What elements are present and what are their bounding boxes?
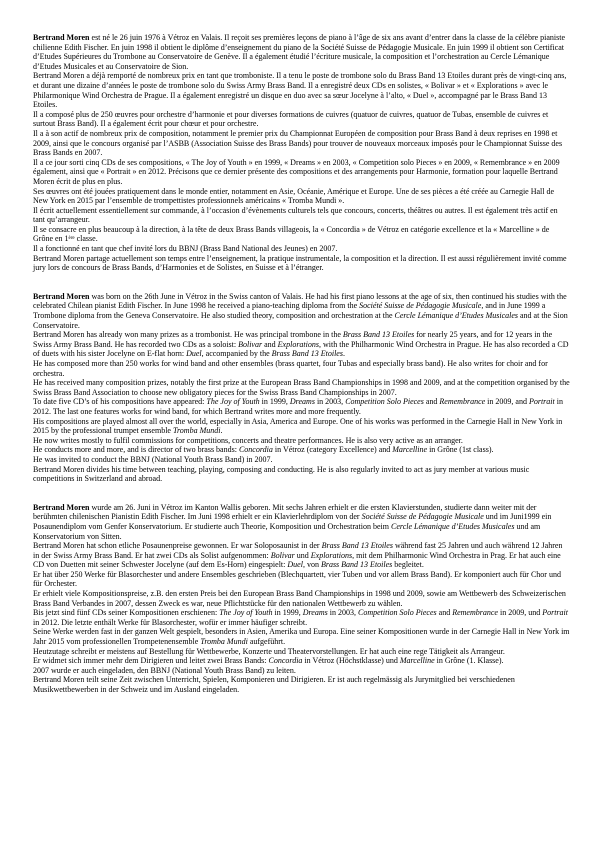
paragraph [33,359,570,378]
italic-text-run: Brass Band 13 Etoiles [271,349,343,359]
text-run: His compositions are played almost all over the world, especially in Asia, America and Europe. One of his works was performed in the Carnegie Hall in New York in 2015 by the professional trumpet ensemble [33,416,563,436]
paragraph [33,244,570,254]
text-run: . [342,349,345,359]
italic-text-run: Société Suisse de Pédagogie Musicale [361,512,484,522]
paragraph [33,33,570,71]
paragraph [33,187,570,206]
paragraph [33,675,570,694]
text-run: in Vétroz (category Excellence) and [272,445,393,455]
text-run: , von [302,560,321,570]
italic-text-run: Bolivar [238,339,263,349]
text-run: Bertrand Moren teilt seine Zeit zwischen Unterricht, Spielen, Komponieren und Dirigieren. Er ist auch regelmässig als Jurymitglied bei verschiedenen Musikwettbewerben in der Schweiz und im Ausland eingeladen. [33,675,515,694]
text-run: wurde am 26. Juni in Vétroz im Kanton Wallis geboren. Mit sechs Jahren erhielt er die ersten Klavierstunden, studierte dann weiter mit der berühmten chilenischen Pianistin Edith Fischer. Im Juni 1998 erhielt er ein Klavierlehrdiplom von der [33,502,537,522]
italic-text-run: The Joy of Youth [206,397,260,407]
text-run: was born on the 26th June in Vétroz in the Swiss canton of Valais. He had his first piano lessons at the age of six, then continued his studies with the celebrated Chilean pianist Edith Fischer. In June 1998 he received a piano-teaching diploma from the [33,291,567,311]
text-run: Er hat über 250 Werke für Blasorchester und andere Ensembles geschrieben (Blechquartett, vier Tuben und vor allem Brass Band). Er komponiert auch für Chor und für Orchester. [33,569,561,589]
paragraph [33,465,570,484]
italic-text-run: Duel [287,560,303,570]
text-run: Bertrand Moren divides his time between teaching, playing, composing and conducting. He is also regularly invited to act as jury member at various music competitions in Switzerland and abroad. [33,464,530,484]
text-run: , mit dem Philharmonic Wind Orchestra in Prag. Er hat auch eine CD von Duetten mit seiner Schwester Jocelyne (auf dem Es-Horn) eingespielt: [33,550,561,570]
italic-text-run: Duel [186,349,202,359]
italic-text-run: Bolivar [270,550,295,560]
text-run: Heutzutage schreibt er meistens auf Bestellung für Wettbewerbe, Konzerte und Theatervorstellungen. Er hat auch eine rege Tätigkeit als Arrangeur. [33,646,505,656]
paragraph [33,627,570,646]
italic-text-run: Cercle Lémanique d’Etudes Musicales [394,311,518,321]
paragraph [33,110,570,129]
paragraph [33,589,570,608]
italic-text-run: The Joy of Youth [219,608,273,618]
text-run: He was invited to conduct the BBNJ (National Youth Brass Band) in 2007. [33,454,273,464]
text-run: in 2003, [314,397,346,407]
text-run: aufgeführt. [247,637,286,647]
text-run: To date five CD’s of his compositions have appeared: [33,397,207,407]
text-run: Bertrand Moren partage actuellement son temps entre l’enseignement, la pratique instrumentale, la composition et la direction. Il est aussi régulièrement invité comme jury lors de concours de Brass Bands, d’Harmonies et de Solistes, en Suisse et à l’étranger. [33,253,567,273]
text-run: He has received many composition prizes, notably the first prize at the European Brass Band Championships in 1998 and 2009, and at the competition organised by the Swiss Brass Band Association to choose new obligatory pieces for the Swiss Brass Band Championships in 2007. [33,378,570,397]
text-run: and [262,339,278,349]
text-run: in Grône (1. Klasse). [434,656,504,666]
text-run: in Vétroz (Höchstklasse) und [302,656,400,666]
italic-text-run: Explorations [310,550,353,560]
text-run: Seine Werke werden fast in der ganzen Welt gespielt, besonders in Asien, Amerika und Europa. Eine seiner Kompositionen wurde in der Carnegie Hall in New York im Jahr 2015 vom professionellen Trompetenensemble [33,627,570,647]
paragraph [33,445,570,455]
text-run: in 2009, and [485,397,529,407]
paragraph [33,225,570,244]
italic-text-run: Cercle Lémanique d’Etudes Musicales [391,521,515,531]
italic-text-run: Explorations [277,339,319,349]
section-english-bio [33,292,570,484]
text-run: Il écrit actuellement essentiellement sur commande, à l’occasion d’évènements culturels tels que concours, concerts, théâtres ou autres. Il est également très actif en tant qu’arrangeur. [33,205,558,225]
text-run: in 2012. The last one features works for wind band, for which Bertrand writes more and more frequently. [33,397,563,416]
paragraph [33,541,570,570]
italic-text-run: Remembrance [452,608,498,618]
italic-text-run: Marcelline [399,656,435,666]
text-run: Ses œuvres ont été jouées pratiquement dans le monde entier, notamment en Asie, Océanie, Amérique et Europe. Une de ses pièces a été créée au Carnegie Hall de New York en 2015 par l’ensemble de trompettistes professionnels américains « Tromba Mundi ». [33,186,555,206]
paragraph [33,436,570,446]
italic-text-run: Brass Band 13 Etoiles [321,541,393,551]
text-run: . [220,426,223,436]
italic-text-run: Tromba Mundi [200,637,248,647]
paragraph [33,503,570,541]
text-run: Bertrand Moren has already won many prizes as a trombonist. He was principal trombone in the [33,330,343,340]
italic-text-run: Société Suisse de Pédagogie Musicale [359,301,482,311]
italic-text-run: Portrait [528,397,555,407]
text-run: and at the Sion Conservatoire. [33,311,568,330]
paragraph [33,254,570,273]
text-run: for nearly 25 years, and for 12 years in the Swiss Army Brass Band. He has recorded two CDs as a soloist: [33,330,553,349]
text-run: He now writes mostly to fulfil commissions for competitions, concerts and theatre performances. He is also very active as an arranger. [33,435,463,445]
italic-text-run: Brass Band 13 Etoiles [342,330,415,340]
italic-text-run: Tromba Mundi [172,426,221,436]
text-run: Bertrand Moren a déjà remporté de nombreux prix en tant que tromboniste. Il a tenu le poste de trombone solo du Brass Band 13 Etoiles durant près de vingt-cinq ans, et durant une dizaine d’années le poste de trombone solo du Swiss Army Brass Band. Il a enregistré deux CDs en solistes, « Bolivar » et « Explorations » avec le Philarmonique Wind Orchestra de Prague. Il a également enregistré un disque en duo avec sa sœur Jocelyne à l’alto, « Duel », accompagné par le Brass Band 13 Etoiles. [33,71,567,110]
paragraph [33,158,570,187]
section-german-bio [33,503,570,695]
text-run: 2007 wurde er auch eingeladen, den BBNJ (National Youth Brass Band) zu leiten. [33,665,296,675]
text-run: Il a ce jour sorti cinq CDs de ses compositions, « The Joy of Youth » en 1999, « Dreams » en 2003, « Competition solo Pieces » en 2009, « Remembrance » en 2009 également, ainsi que « Portrait » en 2012. Précisons que ce dernier présente des compositions et des arrangements pour Harmonie, formation pour laquelle Bertrand Moren écrit de plus en plus. [33,157,560,186]
paragraph [33,417,570,436]
text-run: He conducts more and more, and is director of two brass bands: [33,445,239,455]
text-run: Il a à son actif de nombreux prix de composition, notamment le premier prix du Championnat Européen de composition pour Brass Band à deux reprises en 1998 et 2009, ainsi que le concours organisé par l’ASBB (Association Suisse des Brass Bands) pour trouver de nouveaux morceaux imposés pour le Championnat Suisse des Brass Bands en 2007. [33,128,563,158]
paragraph [33,397,570,416]
text-run: , accompanied by the [201,349,272,359]
italic-text-run: Competition Solo Pieces [357,608,437,618]
italic-text-run: Portrait [542,608,568,618]
text-run: in 1999, [259,397,290,407]
bold-text-run: Bertrand Moren [33,291,90,301]
paragraph [33,378,570,397]
italic-text-run: Dreams [302,608,328,618]
section-french-bio [33,33,570,273]
italic-text-run: Remembrance [439,397,486,407]
bold-text-run: Bertrand Moren [33,502,90,512]
text-run: classe. [74,234,98,244]
italic-text-run: Brass Band 13 Etoiles [320,560,393,570]
text-run: und im Juni1999 ein Posaunendiplom vom Genfer Konservatorium. Er studierte auch Theorie, Komposition und Orchestration beim [33,512,552,531]
italic-text-run: Competition Solo Pieces [345,397,424,407]
text-run: in Grône (1st class). [427,445,494,455]
text-run: in 2012. Die letzte enthält Werke für Blasorchester, wofür er immer häufiger schreibt. [33,617,308,627]
text-run: Il a fonctionné en tant que chef invité lors du BBNJ (Brass Band National des Jeunes) en 2007. [33,244,338,254]
paragraph [33,647,570,657]
text-run: Er erhielt viele Kompositionspreise, z.B. den ersten Preis bei den European Brass Band Championships in 1998 und 2009, sowie am Wettbewerb des Schweizerischen Brass Band Verbandes in 2007, dessen Zweck es war, neue Pflichtstücke für den nationalen Wettbewerb zu wählen. [33,589,566,608]
text-run: Il a composé plus de 250 œuvres pour orchestre d’harmonie et pour diverses formations de cuivres (quatuor de cuivres, quatuor de Tubas, ensemble de cuivres et surtout Brass Band). Il a également écrit pour chœur et pour orchestre. [33,109,549,129]
text-run: Bis jetzt sind fünf CDs seiner Kompositionen erschienen: [33,608,220,618]
bold-text-run: Bertrand Moren [33,33,90,42]
text-run: und [294,550,311,560]
paragraph [33,206,570,225]
italic-text-run: Concordia [238,445,273,455]
superscript-text-run: ère [68,236,75,242]
text-run: in 2009, und [497,608,543,618]
italic-text-run: Dreams [289,397,315,407]
paragraph [33,666,570,676]
text-run: Bertrand Moren hat schon etliche Posaunenpreise gewonnen. Er war Soloposaunist in der [33,541,322,551]
bio-document [33,33,570,695]
italic-text-run: Marcelline [392,445,428,455]
paragraph [33,570,570,589]
paragraph [33,292,570,330]
italic-text-run: Concordia [268,656,303,666]
text-run: in 1999, [272,608,303,618]
paragraph [33,330,570,359]
text-run: and [423,397,440,407]
text-run: and [436,608,453,618]
text-run: , and in June 1999 a Trombone diploma from the Geneva Conservatoire. He also studied theory, composition and orchestration at the [33,301,546,321]
paragraph [33,656,570,666]
text-run: He has composed more than 250 works for wind band and other ensembles (brass quartet, four Tubas and especially brass band). He also writes for choir and for orchestra. [33,359,548,378]
text-run: Il se consacre en plus beaucoup à la direction, à la tête de deux Brass Bands villageois, la « Concordia » de Vétroz en catégorie excellence et la « Marcelline » de Grône en 1 [33,224,550,244]
text-run: begleitet. [392,560,424,570]
text-run: und am Konservatorium von Sitten. [33,521,541,541]
text-run: , with the Philharmonic Wind Orchestra in Prague. He has also recorded a CD of duets with his sister Jocelyne on E-flat horn: [33,339,569,359]
paragraph [33,129,570,158]
text-run: Er widmet sich immer mehr dem Dirigieren und leitet zwei Brass Bands: [33,656,269,666]
text-run: est né le 26 juin 1976 à Vétroz en Valais. Il reçoit ses premières leçons de piano à l’âge de six ans avant d’entrer dans la classe de la célèbre pianiste chilienne Edith Fischer. En juin 1998 il obtient le diplôme d’enseignement du piano de la Société Suisse de Pédagogie Musicale. En juin 1999 il obtient son Certificat d’Etudes Supérieures du Trombone au Conservatoire de Genève. Il a également étudié l’écriture musicale, la composition et l’orchestration au Cercle Lémanique d’Etudes Musicales et au Conservatoire de Sion. [33,33,566,71]
text-run: während fast 25 Jahren und auch während 12 Jahren in der Swiss Army Brass Band. Er hat zwei CDs als Solist aufgenommen: [33,541,563,560]
text-run: in 2003, [327,608,358,618]
paragraph [33,71,570,109]
paragraph [33,455,570,465]
paragraph [33,608,570,627]
